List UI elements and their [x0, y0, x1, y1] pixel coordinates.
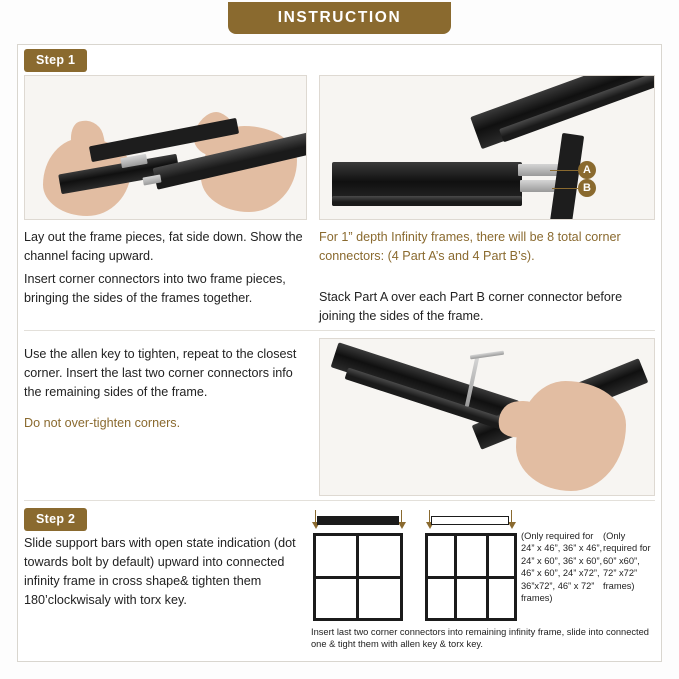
arrow-down-mid [398, 522, 406, 529]
step2-note-bottom: Insert last two corner connectors into remaining infinity frame, slide into connected one & tight them with allen key & torx key. [311, 627, 649, 650]
leader-line-b [552, 188, 578, 189]
step-1-badge: Step 1 [24, 49, 87, 72]
leader-line-a [550, 170, 578, 171]
step2-body-text: Slide support bars with open state indication (dot towards bolt by default) upward into connected infinity frame in cross shape& tighten them 180’clockwisaly with torx key. [24, 536, 296, 607]
photo-step1-connectors [319, 75, 655, 220]
photo-step1-layout [24, 75, 307, 220]
divider-1 [24, 330, 655, 331]
step1-text-mid: Use the allen key to tighten, repeat to the closest corner. Insert the last two corner connectors info the remaining sides of the frame. [24, 347, 297, 399]
step1-text-left-1: Lay out the frame pieces, fat side down. Show the channel facing upward. [24, 230, 303, 263]
support-bar-horizontal [316, 576, 400, 579]
callout-badge-b: B [578, 179, 596, 197]
support-bar-left [317, 516, 399, 525]
step1-text-left-2: Insert corner connectors into two frame pieces, bringing the sides of the frames together. [24, 272, 286, 305]
frame-diagram-single-support [313, 533, 403, 621]
callout-badge-a: A [578, 161, 596, 179]
step1-warning-text: Do not over-tighten corners. [24, 416, 181, 430]
step2-note-right: (Only required for 60” x60”, 72” x72” frames) [603, 531, 651, 591]
page-title-banner [228, 2, 451, 34]
step1-text-right-1: For 1” depth Infinity frames, there will be 8 total corner connectors: (4 Part A’s and 4 Part B’s). [319, 230, 621, 263]
step-2-badge: Step 2 [24, 508, 87, 531]
frame-rail-lower-edge [332, 196, 522, 206]
support-bar-horizontal [428, 576, 514, 579]
photo-step1-tighten [319, 338, 655, 496]
arrow-down-far-right [508, 522, 516, 529]
divider-2 [24, 500, 655, 501]
page-title: INSTRUCTION [277, 9, 402, 26]
step2-diagram [303, 508, 655, 656]
step2-note-left: (Only required for 24” x 46”, 36” x 46”, 24” x 60”, 36” x 60”, 46” x 60”, 24” x72”, 36”x72”, 46” x 72” frames) [521, 531, 603, 604]
step1-text-right-2: Stack Part A over each Part B corner connector before joining the sides of the frame. [319, 290, 623, 323]
support-bar-right [431, 516, 509, 525]
frame-diagram-double-support [425, 533, 517, 621]
